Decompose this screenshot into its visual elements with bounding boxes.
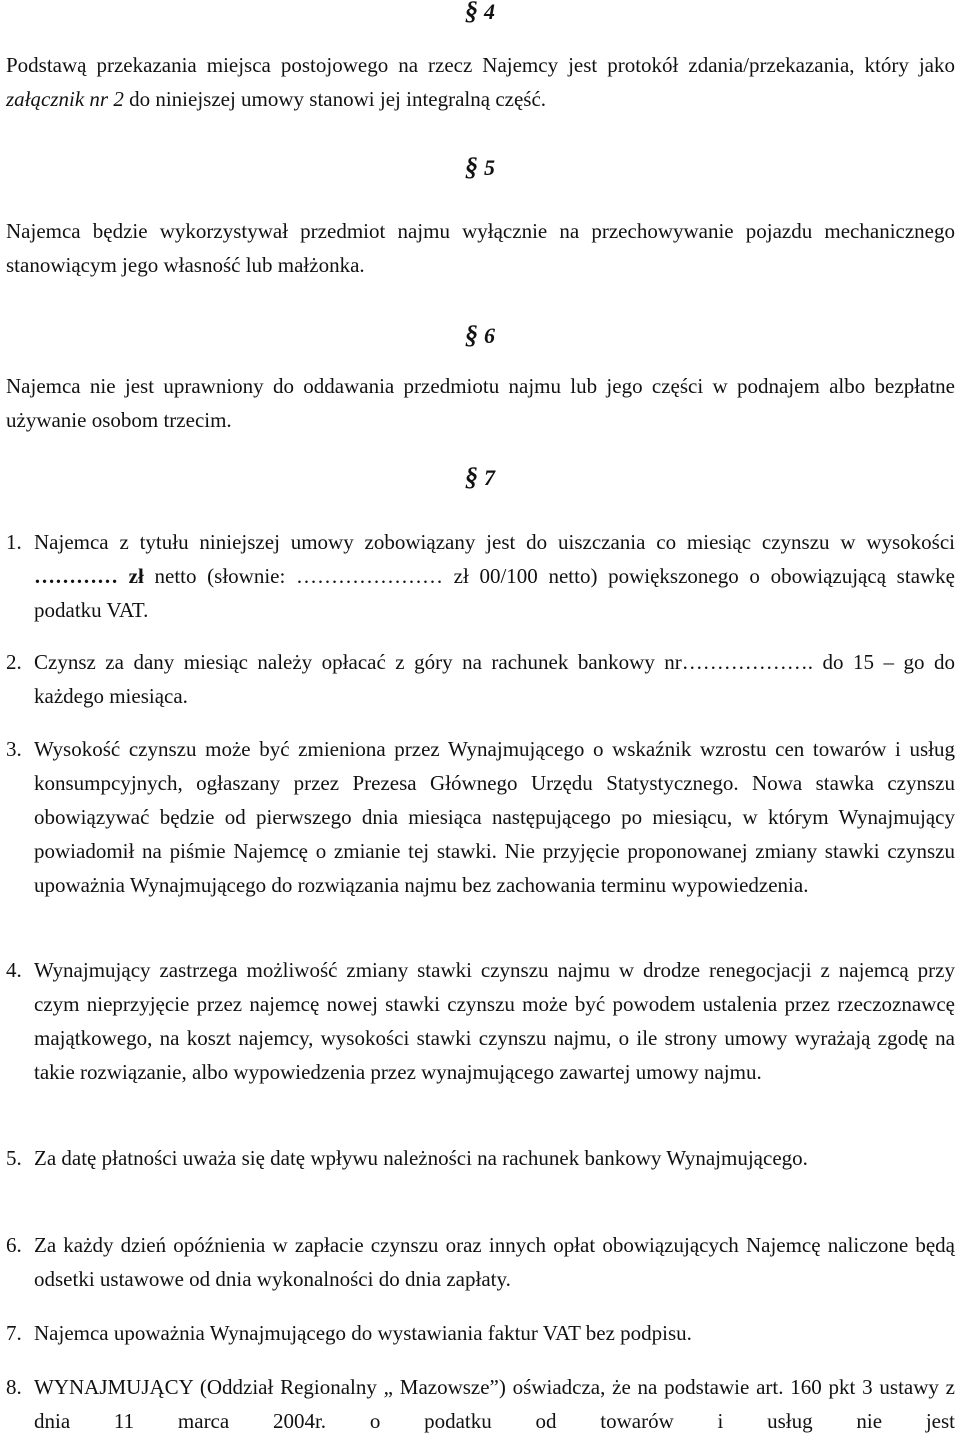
- item-text: Czynsz za dany miesiąc należy opłacać z góry na rachunek bankowy nr………………. do 15 – go do każdego miesiąca.: [34, 650, 955, 708]
- section-heading-5: [0, 150, 960, 185]
- item-text: Wynajmujący zastrzega możliwość zmiany stawki czynszu najmu w drodze renegocjacji z najemcą przy czym nieprzyjęcie przez najemcę nowej stawki czynszu może być powodem ustalenia przez rzeczoznawcę majątkowego, na koszt najemcy, wysokości stawki czynszu najmu, o ile strony umowy wyrażają zgodę na takie rozwiązanie, albo wypowiedzenia przez wynajmującego zawartej umowy najmu.: [34, 958, 955, 1084]
- item-1-text-a: Najemca z tytułu niniejszej umowy zobowiązany jest do uiszczania co miesiąc czynszu w wysokości: [34, 530, 955, 554]
- section-sign: §: [465, 320, 478, 349]
- list-item-5: [6, 1141, 955, 1175]
- section-sign: §: [465, 462, 478, 491]
- section-number: 4: [484, 0, 495, 24]
- item-number: 2.: [6, 650, 22, 674]
- item-number: 1.: [6, 530, 22, 554]
- list-item-2: [6, 645, 955, 713]
- item-1-text-b: netto (słownie: ………………… zł 00/100 netto) powiększonego o obowiązującą stawkę podatku VAT.: [34, 564, 955, 622]
- list-item-7: [6, 1316, 955, 1350]
- item-text: Najemca upoważnia Wynajmującego do wystawiania faktur VAT bez podpisu.: [34, 1321, 692, 1345]
- section-heading-4: [0, 0, 960, 29]
- section-number: 5: [484, 155, 495, 180]
- item-number: 7.: [6, 1321, 22, 1345]
- item-number: 8.: [6, 1375, 22, 1399]
- item-number: 6.: [6, 1233, 22, 1257]
- section-sign: §: [465, 152, 478, 181]
- item-text: Za każdy dzień opóźnienia w zapłacie czynszu oraz innych opłat obowiązujących Najemcę naliczone będą odsetki ustawowe od dnia wykonalności do dnia zapłaty.: [34, 1233, 955, 1291]
- item-number: 3.: [6, 737, 22, 761]
- paragraph-6: Najemca nie jest uprawniony do oddawania przedmiotu najmu lub jego części w podnajem albo bezpłatne używanie osobom trzecim.: [6, 374, 955, 432]
- section-heading-7: [0, 460, 960, 495]
- item-text: Wysokość czynszu może być zmieniona przez Wynajmującego o wskaźnik wzrostu cen towarów i usług konsumpcyjnych, ogłaszany przez Prezesa Głównego Urzędu Statystycznego. Nowa stawka czynszu obowiązywać będzie od pierwszego dnia miesiąca następującego po miesiącu, w którym Wynajmujący powiadomił na piśmie Najemcę o zmianie tej stawki. Nie przyjęcie proponowanej zmiany stawki czynszu upoważnia Wynajmującego do rozwiązania najmu bez zachowania terminu wypowiedzenia.: [34, 737, 955, 897]
- item-text: WYNAJMUJĄCY (Oddział Regionalny „ Mazowsze”) oświadcza, że na podstawie art. 160 pkt 3 ustawy z dnia 11 marca 2004r. o podatku od towarów i usług nie jest: [34, 1375, 955, 1433]
- item-number: 5.: [6, 1146, 22, 1170]
- section-number: 7: [484, 465, 495, 490]
- list-item-3: [6, 732, 955, 902]
- section-heading-6: [0, 318, 960, 353]
- section-sign: §: [465, 0, 478, 25]
- section-number: 6: [484, 323, 495, 348]
- paragraph-4-text-b: do niniejszej umowy stanowi jej integralną część.: [123, 87, 547, 111]
- list-item-6: [6, 1228, 955, 1296]
- list-item-1: [6, 525, 955, 627]
- paragraph-5: Najemca będzie wykorzystywał przedmiot najmu wyłącznie na przechowywanie pojazdu mechanicznego stanowiącym jego własność lub małżonka.: [6, 219, 955, 277]
- rent-amount: ………… zł: [34, 564, 144, 588]
- item-text: Za datę płatności uważa się datę wpływu należności na rachunek bankowy Wynajmującego.: [34, 1146, 808, 1170]
- list-item-4: [6, 953, 955, 1089]
- paragraph-4-text-a: Podstawą przekazania miejsca postojowego na rzecz Najemcy jest protokół zdania/przekazania, który jako: [6, 53, 955, 77]
- list-item-8: [6, 1370, 955, 1438]
- attachment-reference: załącznik nr 2: [6, 87, 124, 111]
- paragraph-4: [6, 48, 955, 116]
- item-number: 4.: [6, 958, 22, 982]
